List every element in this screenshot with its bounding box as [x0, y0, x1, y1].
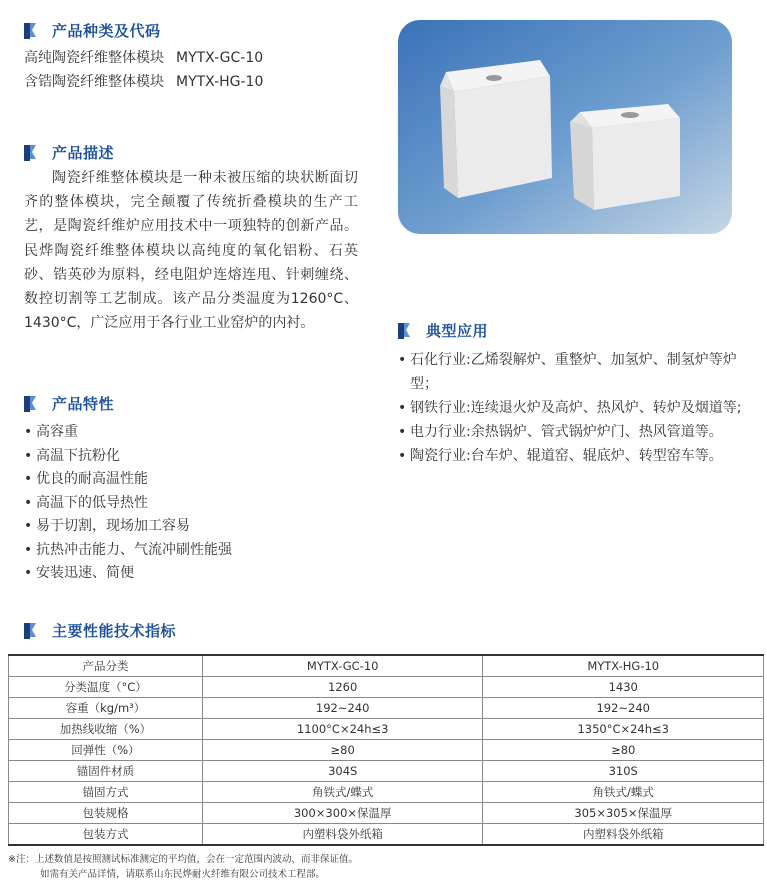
table-cell: 内塑料袋外纸箱: [483, 824, 764, 846]
table-cell: 192~240: [483, 698, 764, 719]
table-cell: 容重（kg/m³）: [9, 698, 203, 719]
table-row: [9, 761, 764, 782]
table-cell: 300×300×保温厚: [202, 803, 483, 824]
table-cell: 305×305×保温厚: [483, 803, 764, 824]
flag-icon: [24, 623, 36, 639]
table-cell: 锚固方式: [9, 782, 203, 803]
table-cell: MYTX-HG-10: [483, 655, 764, 677]
table-cell: 包装方式: [9, 824, 203, 846]
list-item: • 电力行业:余热锅炉、管式锅炉炉门、热风管道等。: [398, 420, 748, 444]
flag-icon: [24, 23, 36, 39]
table-row: [9, 740, 764, 761]
list-item: • 陶瓷行业:台车炉、辊道窑、辊底炉、转型窑车等。: [398, 444, 748, 468]
spec-table: [8, 654, 764, 846]
applications-list: [398, 348, 748, 468]
list-item: • 优良的耐高温性能: [24, 468, 354, 492]
section-title: 产品种类及代码: [52, 22, 161, 40]
table-cell: 内塑料袋外纸箱: [202, 824, 483, 846]
table-cell: 角铁式/蝶式: [202, 782, 483, 803]
list-item: • 安装迅速、简便: [24, 562, 354, 586]
section-title: 产品描述: [52, 144, 115, 162]
table-cell: 1350°C×24h≤3: [483, 719, 764, 740]
table-cell: 加热线收缩（%）: [9, 719, 203, 740]
product-description: 陶瓷纤维整体模块是一种未被压缩的块状断面切齐的整体模块，完全颠覆了传统折叠模块的生产工艺，是陶瓷纤维炉应用技术中一项独特的创新产品。民烨陶瓷纤维整体模块以高纯度的氧化铝粉、石英砂、锆英砂为原料，经电阻炉连熔连甩、针刺缠绕、数控切割等工艺制成。该产品分类温度为1260°C、1430°C，广泛应用于各行业工业窑炉的内衬。: [24, 170, 358, 332]
list-item: • 高温下抗粉化: [24, 445, 354, 469]
table-cell: 1100°C×24h≤3: [202, 719, 483, 740]
table-cell: 分类温度（°C）: [9, 677, 203, 698]
table-row: [9, 782, 764, 803]
table-cell: 产品分类: [9, 655, 203, 677]
table-row: [9, 803, 764, 824]
section-header-description: [24, 142, 114, 163]
table-cell: 1430: [483, 677, 764, 698]
ceramic-fiber-module-image: [398, 20, 732, 234]
section-header-types: [24, 20, 161, 41]
list-item: • 钢铁行业:连续退火炉及高炉、热风炉、转炉及烟道等;: [398, 396, 748, 420]
list-item: • 石化行业:乙烯裂解炉、重整炉、加氢炉、制氢炉等炉型；: [398, 348, 748, 396]
table-cell: 310S: [483, 761, 764, 782]
table-row: [9, 655, 764, 677]
product-type-name: 高纯陶瓷纤维整体模块: [24, 50, 164, 66]
table-cell: 1260: [202, 677, 483, 698]
product-photo: [398, 20, 732, 234]
table-cell: 304S: [202, 761, 483, 782]
list-item: • 高容重: [24, 421, 354, 445]
section-header-applications: [398, 320, 488, 341]
section-header-features: [24, 393, 114, 414]
flag-icon: [24, 145, 36, 161]
product-type-name: 含锆陶瓷纤维整体模块: [24, 74, 164, 90]
product-type-row: [24, 71, 263, 91]
table-cell: 包装规格: [9, 803, 203, 824]
table-cell: 192~240: [202, 698, 483, 719]
table-cell: MYTX-GC-10: [202, 655, 483, 677]
flag-icon: [24, 396, 36, 412]
features-list: [24, 421, 354, 586]
table-cell: 锚固件材质: [9, 761, 203, 782]
product-type-code: MYTX-GC-10: [176, 50, 264, 66]
table-cell: 回弹性（%）: [9, 740, 203, 761]
flag-icon: [398, 323, 410, 339]
product-type-code: MYTX-HG-10: [176, 74, 264, 90]
table-cell: ≥80: [483, 740, 764, 761]
section-title: 典型应用: [426, 322, 489, 340]
list-item: • 易于切割，现场加工容易: [24, 515, 354, 539]
product-type-row: [24, 47, 263, 67]
table-cell: ≥80: [202, 740, 483, 761]
table-row: [9, 719, 764, 740]
table-row: [9, 698, 764, 719]
table-row: [9, 677, 764, 698]
table-row: [9, 824, 764, 846]
list-item: • 高温下的低导热性: [24, 492, 354, 516]
footnote: ※注：上述数值是按照测试标准测定的平均值，会在一定范围内波动，而非保证值。: [8, 854, 358, 865]
section-title: 主要性能技术指标: [52, 622, 177, 640]
section-header-specs: [24, 620, 176, 641]
section-title: 产品特性: [52, 395, 115, 413]
footnote-contact: 如需有关产品详情，请联系山东民烨耐火纤维有限公司技术工程部。: [40, 869, 326, 880]
list-item: • 抗热冲击能力、气流冲刷性能强: [24, 539, 354, 563]
table-cell: 角铁式/蝶式: [483, 782, 764, 803]
